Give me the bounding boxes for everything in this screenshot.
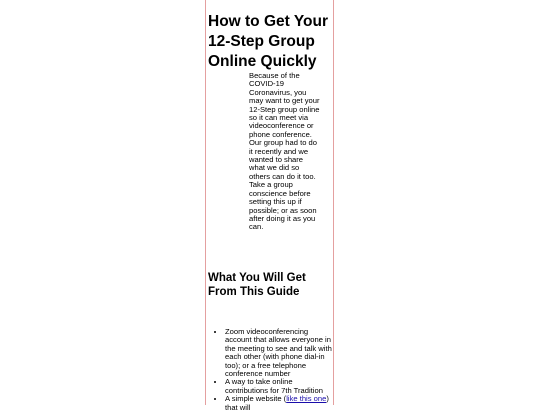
section-heading: What You Will Get From This Guide xyxy=(208,272,306,298)
list-item-text: ) that will xyxy=(225,394,329,412)
intro-paragraph: Because of the COVID-19 Coronavirus, you may want to get your 12-Step group online so it can meet via videoconference or phone conference. Our group had to do it recently and we wanted to share what we did so others can do it too. Take a group conscience before setting this up if possible; or as soon after doing it as you can. xyxy=(249,71,320,232)
example-website-link[interactable]: like this one xyxy=(286,394,327,404)
benefits-list xyxy=(206,328,333,412)
list-item xyxy=(225,395,333,412)
list-item-text: A simple website ( xyxy=(225,394,287,404)
content-column xyxy=(205,0,334,412)
page-title: How to Get Your 12-Step Group Online Quickly xyxy=(208,13,328,70)
list-item: • A way to take online contributions for 7th Tradition xyxy=(225,378,333,395)
list-item: • Zoom videoconferencing account that allows everyone in the meeting to see and talk with each other (with phone dial-in too); or a free telephone conference number xyxy=(225,328,333,378)
